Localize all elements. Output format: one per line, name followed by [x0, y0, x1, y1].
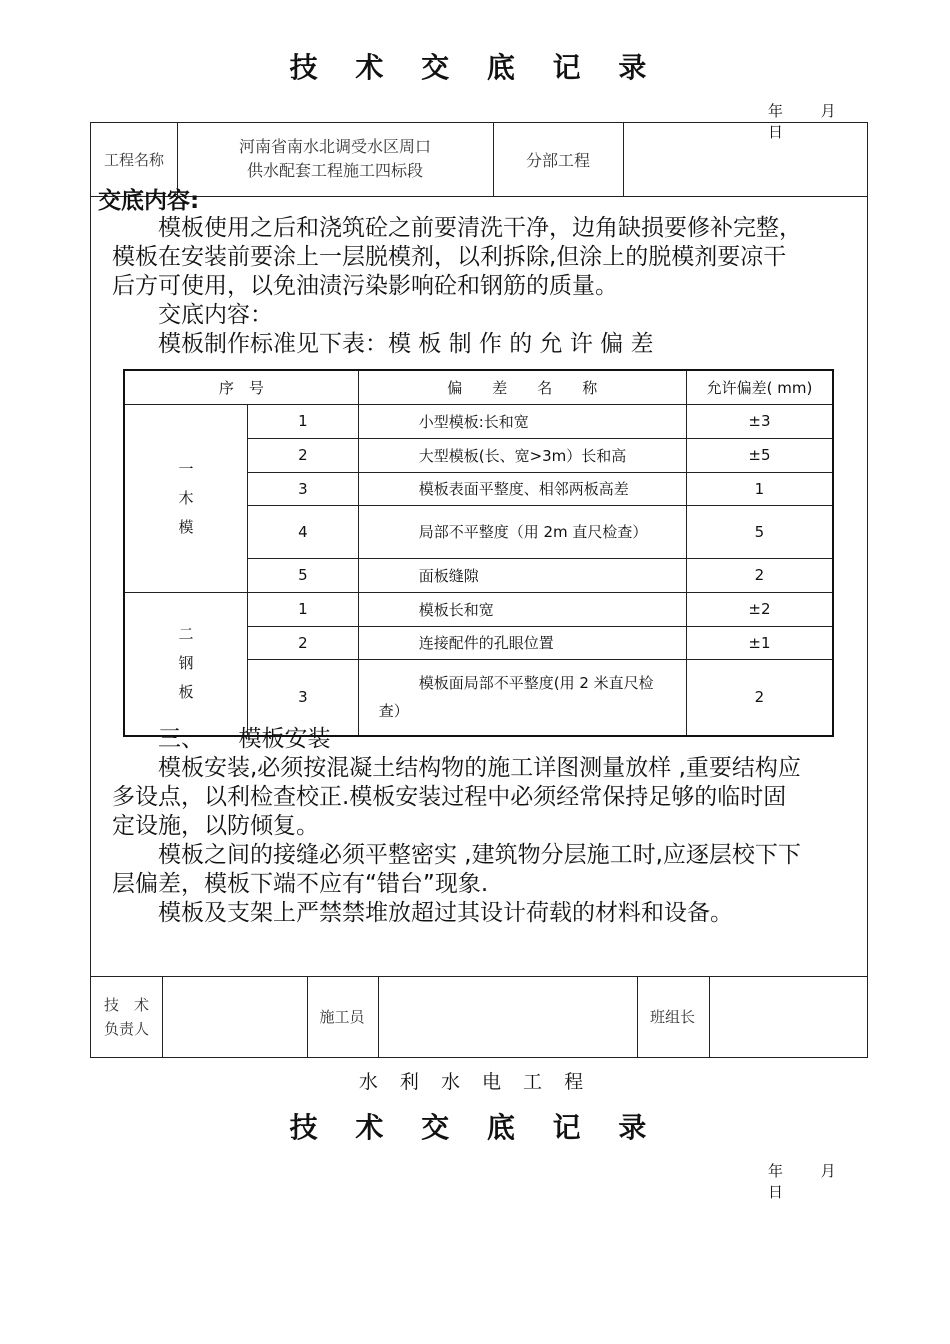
para1-line3: 后方可使用，以免油渍污染影响砼和钢筋的质量。 [112, 273, 618, 299]
para5-line2: 层偏差，模板下端不应有“错台”现象. [112, 871, 489, 897]
row-name: 局部不平整度（用 2m 直尺检查） [358, 505, 686, 558]
date-day: 日 [768, 123, 784, 141]
group-label-wood [124, 404, 248, 592]
project-name-line2: 供水配套工程施工四标段 [246, 161, 423, 180]
row-tolerance: 2 [686, 659, 833, 736]
project-name-line1: 河南省南水北调受水区周口 [238, 137, 431, 156]
row-seq: 3 [248, 472, 359, 505]
team-leader-label: 班组长 [649, 1008, 695, 1026]
row-seq: 2 [248, 626, 359, 659]
row-name: 连接配件的孔眼位置 [358, 626, 686, 659]
row-name-line1: 模板面局部不平整度(用 2 米直尺检 [418, 674, 654, 693]
group-label-line: 模 [178, 517, 194, 536]
row-name: 面板缝隙 [358, 558, 686, 592]
row-name: 小型模板:长和宽 [358, 404, 686, 438]
row-seq: 1 [248, 404, 359, 438]
project-name-value [177, 123, 493, 196]
group-label-line: 二 [178, 625, 194, 644]
para6: 模板及支架上严禁禁堆放超过其设计荷载的材料和设备。 [112, 900, 733, 926]
group-label-line: 木 [178, 488, 194, 507]
para1-line2: 模板在安装前要涂上一层脱模剂，以利拆除,但涂上的脱模剂要凉干 [112, 244, 787, 270]
row-seq: 2 [248, 438, 359, 472]
tech-lead-label [91, 976, 162, 1057]
row-tolerance: ±3 [686, 404, 833, 438]
header-tolerance: 允许偏差( mm) [686, 370, 833, 404]
sub-project-value [623, 123, 867, 196]
tech-lead-label-line2: 负责人 [103, 1020, 149, 1038]
para2: 交底内容： [112, 302, 273, 328]
content-heading: 交底内容: [98, 188, 200, 214]
row-seq: 5 [248, 558, 359, 592]
row-name: 模板表面平整度、相邻两板高差 [358, 472, 686, 505]
table-row [124, 404, 833, 438]
section-3-heading: 三、 模板安装 [112, 726, 331, 752]
table-row [124, 592, 833, 626]
tolerance-table [123, 369, 834, 737]
page2-date-day: 日 [768, 1183, 784, 1201]
header-name: 偏 差 名 称 [358, 370, 686, 404]
page2-date-year: 年 [768, 1162, 784, 1180]
table-header-row [124, 370, 833, 404]
worker-label: 施工员 [319, 1008, 365, 1026]
row-tolerance: ±1 [686, 626, 833, 659]
para4-line3: 定设施，以防倾复。 [112, 813, 319, 839]
row-seq: 3 [248, 659, 359, 736]
row-tolerance: 2 [686, 558, 833, 592]
para3: 模板制作标准见下表：模 板 制 作 的 允 许 偏 差 [112, 331, 654, 357]
row-seq: 1 [248, 592, 359, 626]
row-seq: 4 [248, 505, 359, 558]
group-label-line: 钢 [178, 654, 194, 673]
para5-line1: 模板之间的接缝必须平整密实 ,建筑物分层施工时,应逐层校下下 [112, 842, 801, 868]
tech-lead-label-line1: 技 术 [103, 996, 149, 1014]
row-name: 大型模板(长、宽>3m）长和高 [358, 438, 686, 472]
row-tolerance: 5 [686, 505, 833, 558]
para4-line1: 模板安装,必须按混凝土结构物的施工详图测量放样 ,重要结构应 [112, 755, 801, 781]
page2-date-line [768, 1160, 878, 1202]
project-name-label: 工程名称 [103, 151, 164, 169]
row-name: 模板长和宽 [358, 592, 686, 626]
group-label-line: 板 [178, 683, 194, 702]
row-name-line2: 查） [378, 702, 409, 721]
row-tolerance: ±2 [686, 592, 833, 626]
para1-line1: 模板使用之后和浇筑砼之前要清洗干净，边角缺损要修补完整， [112, 215, 802, 241]
page2-title: 技 术 交 底 记 录 [289, 1111, 661, 1144]
date-month: 月 [820, 102, 836, 120]
group-label-line: 一 [178, 459, 194, 478]
para4-line2: 多设点，以利检查校正.模板安装过程中必须经常保持足够的临时固 [112, 784, 787, 810]
row-tolerance: 1 [686, 472, 833, 505]
page-title: 技 术 交 底 记 录 [289, 51, 661, 84]
row-tolerance: ±5 [686, 438, 833, 472]
date-year: 年 [768, 102, 784, 120]
header-seq: 序 号 [124, 370, 358, 404]
page2-date-month: 月 [820, 1162, 836, 1180]
group-label-steel [124, 592, 248, 736]
sub-project-label: 分部工程 [525, 151, 590, 170]
footer-text: 水 利 水 电 工 程 [358, 1071, 592, 1093]
